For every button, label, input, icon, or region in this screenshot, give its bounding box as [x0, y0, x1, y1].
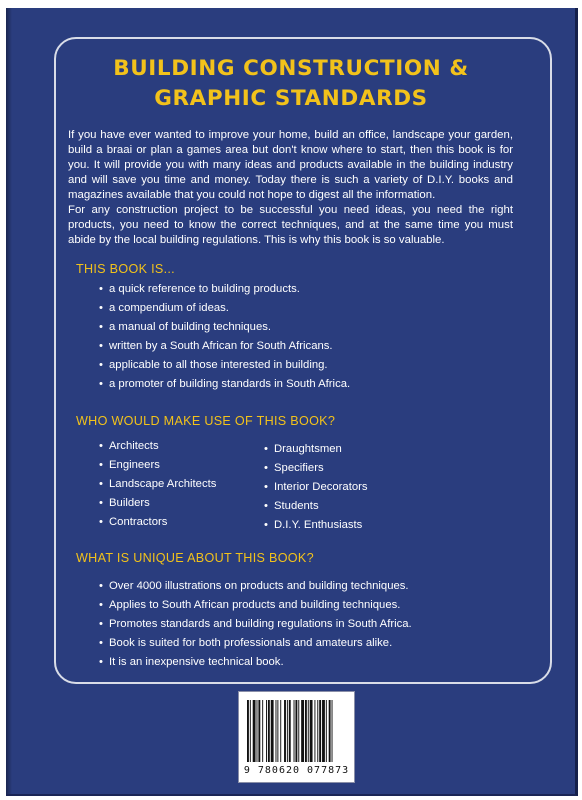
barcode-bar	[298, 700, 299, 762]
list-item: • written by a South African for South Africans.	[99, 340, 333, 352]
barcode-bar	[277, 700, 278, 762]
users-list-left	[99, 437, 216, 532]
barcode-bar	[289, 700, 291, 762]
list-item: • Interior Decorators	[264, 481, 368, 493]
barcode-bar	[332, 700, 333, 762]
list-item: • Builders	[99, 497, 150, 509]
barcode-bar	[326, 700, 327, 762]
barcode-bar	[253, 700, 256, 762]
list-item: • Students	[264, 500, 319, 512]
this-book-is-list	[99, 280, 350, 394]
list-item: • Draughtsmen	[264, 443, 342, 455]
list-item: • Over 4000 illustrations on products and building techniques.	[99, 580, 409, 592]
barcode-bar	[262, 700, 263, 762]
list-item: • D.I.Y. Enthusiasts	[264, 519, 363, 531]
list-item: • Applies to South African products and building techniques.	[99, 599, 401, 611]
barcode-bar	[276, 700, 277, 762]
barcode-bar	[308, 700, 309, 762]
list-item: • Specifiers	[264, 462, 324, 474]
list-item: • a promoter of building standards in South Africa.	[99, 378, 351, 390]
barcode-bar	[322, 700, 325, 762]
list-item: • Architects	[99, 440, 159, 452]
barcode-bar	[258, 700, 260, 762]
barcode-bar	[317, 700, 318, 762]
list-item: • Landscape Architects	[99, 478, 217, 490]
barcode-bar	[301, 700, 304, 762]
spine-edge	[6, 8, 12, 794]
barcode	[238, 691, 355, 783]
barcode-bar	[314, 700, 315, 762]
barcode-bar	[294, 700, 295, 762]
title-line-2: GRAPHIC STANDARDS	[154, 86, 428, 111]
section-heading-what-is-unique: WHAT IS UNIQUE ABOUT THIS BOOK?	[76, 551, 314, 565]
barcode-bar	[295, 700, 297, 762]
barcode-bar	[310, 700, 313, 762]
barcode-bars	[247, 700, 346, 762]
barcode-bar	[266, 700, 267, 762]
list-item: • Engineers	[99, 459, 160, 471]
intro-paragraph-2: For any construction project to be successful you need ideas, you need the right products, you need to know the correct techniques, and at the same time you must abide by the local building regulations. This is why this book is so valuable.	[68, 204, 513, 246]
section-heading-this-book-is: THIS BOOK IS...	[76, 262, 175, 276]
barcode-bar	[284, 700, 286, 762]
isbn-number: 9 780620 077873	[243, 765, 350, 776]
barcode-bar	[250, 700, 251, 762]
list-item: • Promotes standards and building regulations in South Africa.	[99, 618, 412, 630]
intro-paragraph-1: If you have ever wanted to improve your home, build an office, landscape your garden, build a braai or plan a games area but don't know where to start, then this book is for you. It will provide you with many ideas and products available in the building industry and will save you time and money. Today there is such a variety of D.I.Y. books and magazines available that you could not hope to digest all the information.	[68, 129, 513, 201]
title-line-1: BUILDING CONSTRUCTION &	[113, 56, 469, 81]
barcode-bar	[268, 700, 270, 762]
section-heading-who-would-use: WHO WOULD MAKE USE OF THIS BOOK?	[76, 414, 336, 428]
intro-text	[68, 128, 513, 248]
list-item: • a compendium of ideas.	[99, 302, 229, 314]
barcode-bar	[329, 700, 331, 762]
list-item: • applicable to all those interested in building.	[99, 359, 328, 371]
barcode-bar	[280, 700, 281, 762]
barcode-bar	[287, 700, 288, 762]
list-item: • Contractors	[99, 516, 168, 528]
users-list-right	[264, 440, 368, 535]
list-item: • a quick reference to building products.	[99, 283, 300, 295]
barcode-bar	[257, 700, 258, 762]
list-item: • Book is suited for both professionals and amateurs alike.	[99, 637, 393, 649]
barcode-bar	[305, 700, 307, 762]
barcode-bar	[319, 700, 321, 762]
barcode-bar	[247, 700, 249, 762]
book-title	[0, 54, 582, 114]
list-item: • a manual of building techniques.	[99, 321, 272, 333]
list-item: • It is an inexpensive technical book.	[99, 656, 284, 668]
unique-features-list	[99, 577, 412, 672]
barcode-bar	[271, 700, 274, 762]
